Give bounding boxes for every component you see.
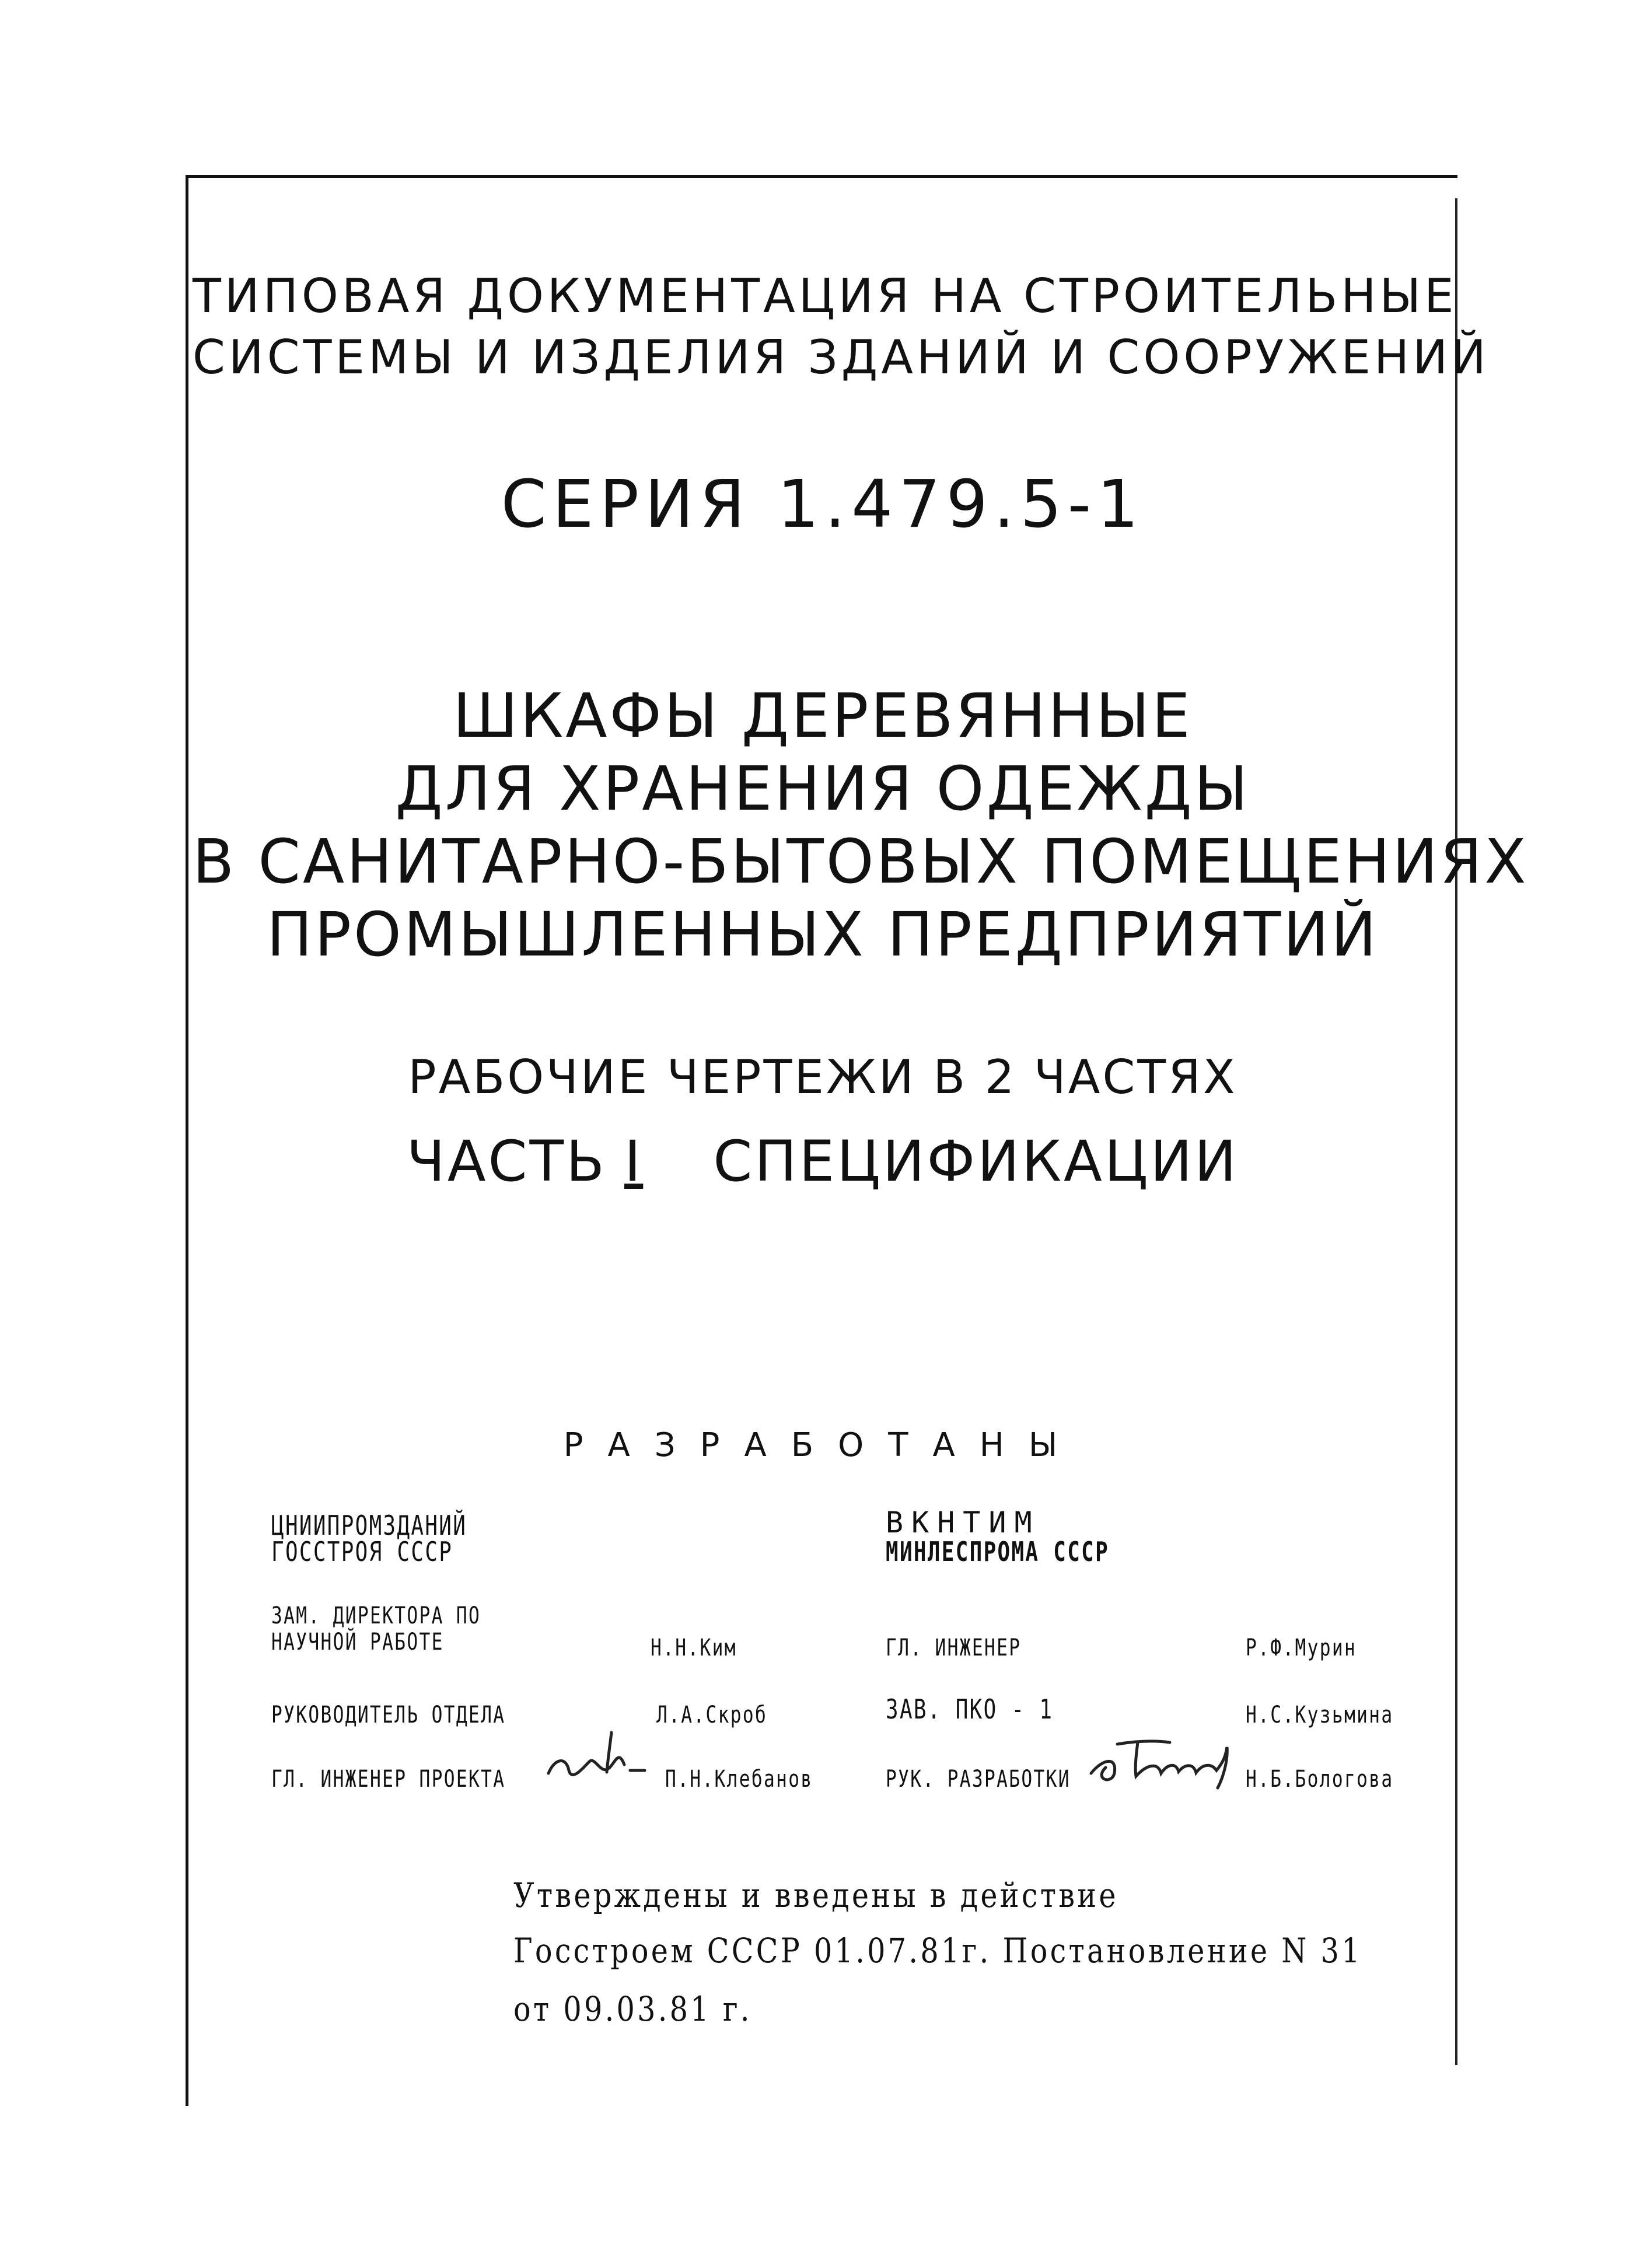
org-right-line-2: МИНЛЕСПРОМА СССР (886, 1536, 1110, 1567)
header-line-1: ТИПОВАЯ ДОКУМЕНТАЦИЯ НА СТРОИТЕЛЬНЫЕ (193, 269, 1457, 323)
person-right-2-position: ЗАВ. ПКО - 1 (886, 1693, 1054, 1725)
person-left-1-position-line-1: ЗАМ. ДИРЕКТОРА ПО (271, 1602, 481, 1629)
title-line-4: ПРОМЫШЛЕННЫХ ПРЕДПРИЯТИЙ (267, 899, 1379, 970)
person-right-1-name: Р.Ф.Мурин (1246, 1634, 1357, 1661)
part-number: I (624, 1129, 644, 1194)
person-left-2-position: РУКОВОДИТЕЛЬ ОТДЕЛА (271, 1702, 506, 1728)
approval-line-2: Госстроем СССР 01.07.81г. Постановление N 31 (513, 1931, 1362, 1971)
approval-line-3: от 09.03.81 г. (513, 1989, 752, 2029)
frame-left-line (186, 175, 188, 2106)
title-line-3: В САНИТАРНО-БЫТОВЫХ ПОМЕЩЕНИЯХ (193, 826, 1529, 897)
part-name: СПЕЦИФИКАЦИИ (713, 1129, 1239, 1194)
frame-right-line (1455, 198, 1457, 2065)
frame-top-line (186, 175, 1457, 178)
person-right-3-position: РУК. РАЗРАБОТКИ (886, 1766, 1071, 1793)
signature-right (1082, 1724, 1240, 1794)
org-left-line-2: ГОССТРОЯ СССР (271, 1536, 453, 1567)
person-right-1-position: ГЛ. ИНЖЕНЕР (886, 1634, 1022, 1661)
title-line-2: ДЛЯ ХРАНЕНИЯ ОДЕЖДЫ (395, 753, 1250, 824)
header-line-2: СИСТЕМЫ И ИЗДЕЛИЯ ЗДАНИЙ И СООРУЖЕНИЙ (193, 330, 1490, 384)
person-right-3-name: Н.Б.Бологова (1246, 1766, 1394, 1793)
title-line-1: ШКАФЫ ДЕРЕВЯННЫЕ (453, 680, 1193, 751)
person-left-1-name: Н.Н.Ким (651, 1634, 737, 1661)
drawings-subtitle: РАБОЧИЕ ЧЕРТЕЖИ В 2 ЧАСТЯХ (408, 1050, 1238, 1104)
signature-left (543, 1727, 665, 1791)
series-title: СЕРИЯ 1.479.5-1 (501, 467, 1145, 542)
org-left-line-1: ЦНИИПРОМЗДАНИЙ (271, 1510, 467, 1541)
person-right-2-name: Н.С.Кузьмина (1246, 1702, 1394, 1728)
part-line (193, 1129, 1453, 1194)
person-left-3-name: П.Н.Клебанов (665, 1766, 813, 1793)
person-left-3-position: ГЛ. ИНЖЕНЕР ПРОЕКТА (271, 1766, 506, 1793)
org-right-line-1: ВКНТИМ (886, 1506, 1040, 1539)
person-left-2-name: Л.А.Скроб (656, 1702, 768, 1728)
person-left-1-position-line-2: НАУЧНОЙ РАБОТЕ (271, 1629, 444, 1656)
approval-line-1: Утверждены и введены в действие (513, 1875, 1118, 1915)
part-label: ЧАСТЬ (407, 1129, 607, 1194)
developed-label: РАЗРАБОТАНЫ (563, 1426, 1082, 1464)
